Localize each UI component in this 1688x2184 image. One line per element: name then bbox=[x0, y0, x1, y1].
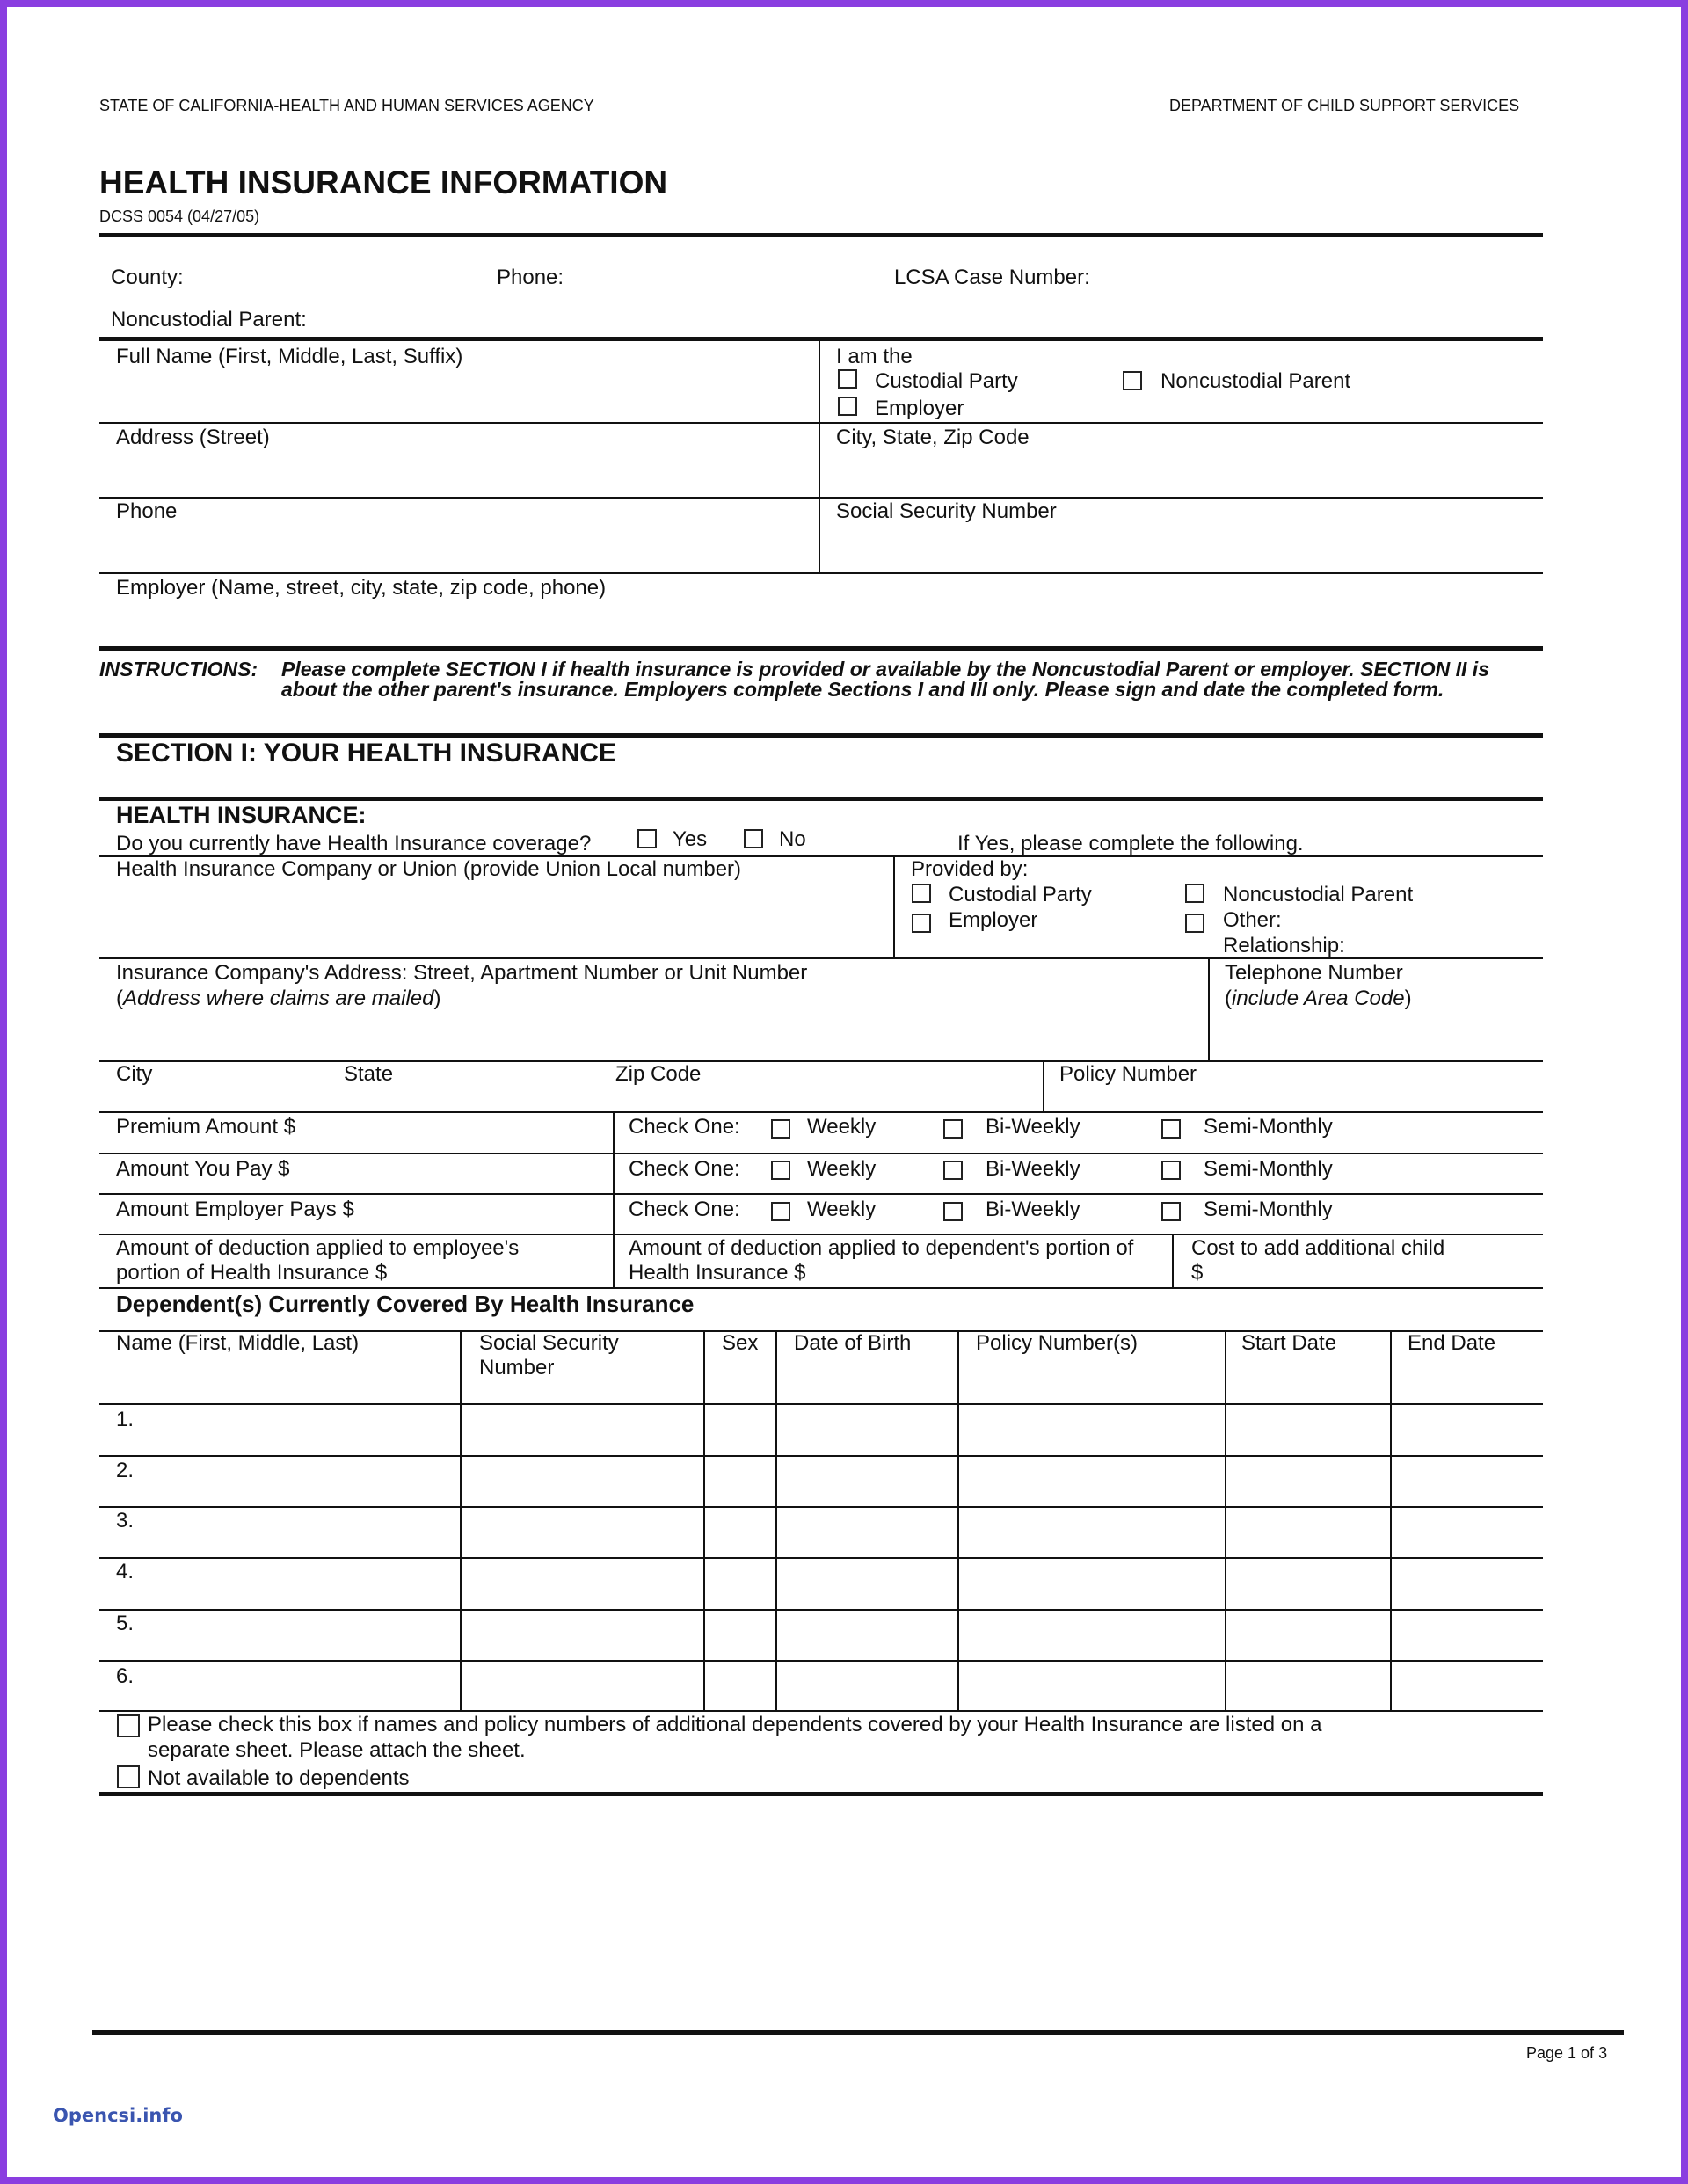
deduction-employee-label-2: portion of Health Insurance $ bbox=[116, 1261, 388, 1285]
divider bbox=[92, 2030, 1624, 2035]
you-pay-semimonthly-checkbox[interactable] bbox=[1161, 1161, 1181, 1180]
col-name-header: Name (First, Middle, Last) bbox=[116, 1331, 360, 1355]
semimonthly-label: Semi-Monthly bbox=[1204, 1115, 1333, 1139]
check-one-label: Check One: bbox=[629, 1115, 740, 1139]
divider bbox=[99, 1403, 1543, 1405]
custodial-party-label: Custodial Party bbox=[875, 369, 1018, 393]
divider bbox=[703, 1330, 705, 1712]
coverage-no-checkbox[interactable] bbox=[744, 829, 763, 848]
not-available-checkbox[interactable] bbox=[117, 1765, 140, 1788]
you-pay-weekly-checkbox[interactable] bbox=[771, 1161, 790, 1180]
divider bbox=[1208, 959, 1210, 1061]
check-one-label: Check One: bbox=[629, 1157, 740, 1181]
noncustodial-parent-label: Noncustodial Parent: bbox=[111, 308, 307, 331]
state-label: State bbox=[344, 1062, 394, 1086]
divider bbox=[99, 497, 1543, 499]
provided-employer-label: Employer bbox=[949, 908, 1038, 932]
separate-sheet-checkbox[interactable] bbox=[117, 1714, 140, 1737]
divider bbox=[99, 797, 1543, 801]
divider bbox=[1043, 1062, 1044, 1112]
provided-noncustodial-checkbox[interactable] bbox=[1185, 884, 1204, 903]
weekly-label: Weekly bbox=[807, 1157, 877, 1181]
table-row: 5. bbox=[116, 1612, 135, 1635]
weekly-label: Weekly bbox=[807, 1198, 877, 1221]
form-number: DCSS 0054 (04/27/05) bbox=[99, 207, 260, 225]
divider bbox=[99, 233, 1543, 237]
divider bbox=[99, 1193, 1543, 1195]
ssn-label: Social Security Number bbox=[836, 499, 1057, 523]
agency-name: STATE OF CALIFORNIA-HEALTH AND HUMAN SERVICES AGENCY bbox=[99, 97, 594, 114]
relationship-label: Relationship: bbox=[1223, 934, 1345, 957]
lcsa-label: LCSA Case Number: bbox=[894, 266, 1090, 289]
divider bbox=[99, 1234, 1543, 1235]
employer-checkbox[interactable] bbox=[838, 397, 857, 416]
divider bbox=[99, 1609, 1543, 1611]
employer-pays-weekly-checkbox[interactable] bbox=[771, 1202, 790, 1221]
biweekly-label: Bi-Weekly bbox=[986, 1198, 1080, 1221]
not-available-label: Not available to dependents bbox=[148, 1766, 410, 1790]
biweekly-label: Bi-Weekly bbox=[986, 1157, 1080, 1181]
watermark: Opencsi.info bbox=[53, 2105, 183, 2126]
col-start-header: Start Date bbox=[1241, 1331, 1337, 1355]
semimonthly-label: Semi-Monthly bbox=[1204, 1157, 1333, 1181]
amount-you-pay-label: Amount You Pay $ bbox=[116, 1157, 290, 1181]
health-insurance-heading: HEALTH INSURANCE: bbox=[116, 802, 367, 828]
employer-option-label: Employer bbox=[875, 397, 964, 420]
coverage-no-label: No bbox=[779, 827, 806, 851]
zip-label: Zip Code bbox=[615, 1062, 702, 1086]
divider bbox=[99, 1660, 1543, 1662]
divider bbox=[99, 1792, 1543, 1796]
employer-pays-label: Amount Employer Pays $ bbox=[116, 1198, 354, 1221]
instructions-text: Please complete SECTION I if health insurance is provided or available by the Noncustodial Parent or employer. SECTION II is about the other parent's insurance. Employers complete Sections I and III only. Please sign and date the completed form. bbox=[281, 658, 1489, 701]
deduction-employee-label: Amount of deduction applied to employee's bbox=[116, 1236, 520, 1260]
custodial-party-checkbox[interactable] bbox=[838, 369, 857, 389]
table-row: 2. bbox=[116, 1459, 135, 1482]
divider bbox=[99, 1557, 1543, 1559]
employer-pays-semimonthly-checkbox[interactable] bbox=[1161, 1202, 1181, 1221]
employer-info-label: Employer (Name, street, city, state, zip code, phone) bbox=[116, 576, 607, 600]
form-title: HEALTH INSURANCE INFORMATION bbox=[99, 164, 668, 200]
policy-number-label: Policy Number bbox=[1059, 1062, 1197, 1086]
table-row: 4. bbox=[116, 1560, 135, 1583]
phone-field-label: Phone bbox=[116, 499, 178, 523]
col-ssn-header-2: Number bbox=[479, 1356, 555, 1380]
additional-child-cost-dollar: $ bbox=[1191, 1261, 1204, 1285]
col-sex-header: Sex bbox=[722, 1331, 759, 1355]
premium-semimonthly-checkbox[interactable] bbox=[1161, 1119, 1181, 1139]
biweekly-label: Bi-Weekly bbox=[986, 1115, 1080, 1139]
divider bbox=[1172, 1235, 1174, 1288]
separate-sheet-label-2: separate sheet. Please attach the sheet. bbox=[148, 1738, 526, 1762]
section-1-title: SECTION I: YOUR HEALTH INSURANCE bbox=[116, 739, 616, 768]
divider bbox=[99, 572, 1543, 574]
provided-other-checkbox[interactable] bbox=[1185, 914, 1204, 933]
i-am-label: I am the bbox=[836, 345, 913, 368]
page-number: Page 1 of 3 bbox=[1526, 2044, 1608, 2062]
divider bbox=[613, 1113, 615, 1287]
city-state-zip-label: City, State, Zip Code bbox=[836, 426, 1030, 449]
divider bbox=[460, 1330, 462, 1712]
phone-label: Phone: bbox=[497, 266, 564, 289]
city-label: City bbox=[116, 1062, 153, 1086]
noncustodial-parent-checkbox[interactable] bbox=[1123, 371, 1142, 390]
check-one-label: Check One: bbox=[629, 1198, 740, 1221]
divider bbox=[99, 1111, 1543, 1113]
divider bbox=[99, 957, 1543, 959]
semimonthly-label: Semi-Monthly bbox=[1204, 1198, 1333, 1221]
department-name: DEPARTMENT OF CHILD SUPPORT SERVICES bbox=[1169, 97, 1520, 114]
divider bbox=[99, 422, 1543, 424]
area-code-note: (include Area Code) bbox=[1225, 986, 1412, 1010]
divider bbox=[1390, 1330, 1392, 1712]
provided-custodial-checkbox[interactable] bbox=[912, 884, 931, 903]
provided-employer-checkbox[interactable] bbox=[912, 914, 931, 933]
county-label: County: bbox=[111, 266, 184, 289]
if-yes-note: If Yes, please complete the following. bbox=[957, 832, 1304, 855]
divider bbox=[99, 733, 1543, 738]
employer-pays-biweekly-checkbox[interactable] bbox=[943, 1202, 963, 1221]
table-row: 3. bbox=[116, 1509, 135, 1532]
divider bbox=[99, 1455, 1543, 1457]
table-row: 1. bbox=[116, 1408, 135, 1431]
deduction-dependent-label: Amount of deduction applied to dependent's portion of bbox=[629, 1236, 1134, 1260]
coverage-yes-checkbox[interactable] bbox=[637, 829, 657, 848]
divider bbox=[99, 1153, 1543, 1154]
col-ssn-header: Social Security bbox=[479, 1331, 619, 1355]
provided-custodial-label: Custodial Party bbox=[949, 883, 1092, 906]
divider bbox=[819, 340, 820, 574]
insurance-address-label: Insurance Company's Address: Street, Apartment Number or Unit Number bbox=[116, 961, 808, 985]
divider bbox=[99, 1060, 1543, 1062]
col-policy-header: Policy Number(s) bbox=[976, 1331, 1139, 1355]
additional-child-cost-label: Cost to add additional child bbox=[1191, 1236, 1445, 1260]
telephone-label: Telephone Number bbox=[1225, 961, 1403, 985]
claims-address-note: (Address where claims are mailed) bbox=[116, 986, 441, 1010]
col-dob-header: Date of Birth bbox=[794, 1331, 912, 1355]
dependents-title: Dependent(s) Currently Covered By Health Insurance bbox=[116, 1291, 695, 1317]
premium-weekly-checkbox[interactable] bbox=[771, 1119, 790, 1139]
divider bbox=[99, 337, 1543, 341]
divider bbox=[893, 857, 895, 958]
divider bbox=[99, 1710, 1543, 1712]
premium-biweekly-checkbox[interactable] bbox=[943, 1119, 963, 1139]
coverage-question: Do you currently have Health Insurance coverage? bbox=[116, 832, 592, 855]
col-end-header: End Date bbox=[1408, 1331, 1496, 1355]
provided-by-label: Provided by: bbox=[911, 857, 1029, 881]
instructions-label: INSTRUCTIONS: bbox=[99, 658, 258, 681]
you-pay-biweekly-checkbox[interactable] bbox=[943, 1161, 963, 1180]
weekly-label: Weekly bbox=[807, 1115, 877, 1139]
table-row: 6. bbox=[116, 1664, 135, 1688]
premium-amount-label: Premium Amount $ bbox=[116, 1115, 296, 1139]
divider bbox=[1225, 1330, 1226, 1712]
provided-noncustodial-label: Noncustodial Parent bbox=[1223, 883, 1414, 906]
divider bbox=[775, 1330, 777, 1712]
separate-sheet-label: Please check this box if names and policy numbers of additional dependents covered by your Health Insurance are listed on a bbox=[148, 1713, 1322, 1736]
divider bbox=[99, 646, 1543, 651]
address-label: Address (Street) bbox=[116, 426, 270, 449]
divider bbox=[99, 1287, 1543, 1289]
divider bbox=[957, 1330, 959, 1712]
insurance-company-label: Health Insurance Company or Union (provide Union Local number) bbox=[116, 857, 742, 881]
coverage-yes-label: Yes bbox=[673, 827, 708, 851]
full-name-label: Full Name (First, Middle, Last, Suffix) bbox=[116, 345, 463, 368]
deduction-dependent-label-2: Health Insurance $ bbox=[629, 1261, 806, 1285]
divider bbox=[99, 1506, 1543, 1508]
provided-other-label: Other: bbox=[1223, 908, 1282, 932]
noncustodial-parent-option-label: Noncustodial Parent bbox=[1160, 369, 1351, 393]
